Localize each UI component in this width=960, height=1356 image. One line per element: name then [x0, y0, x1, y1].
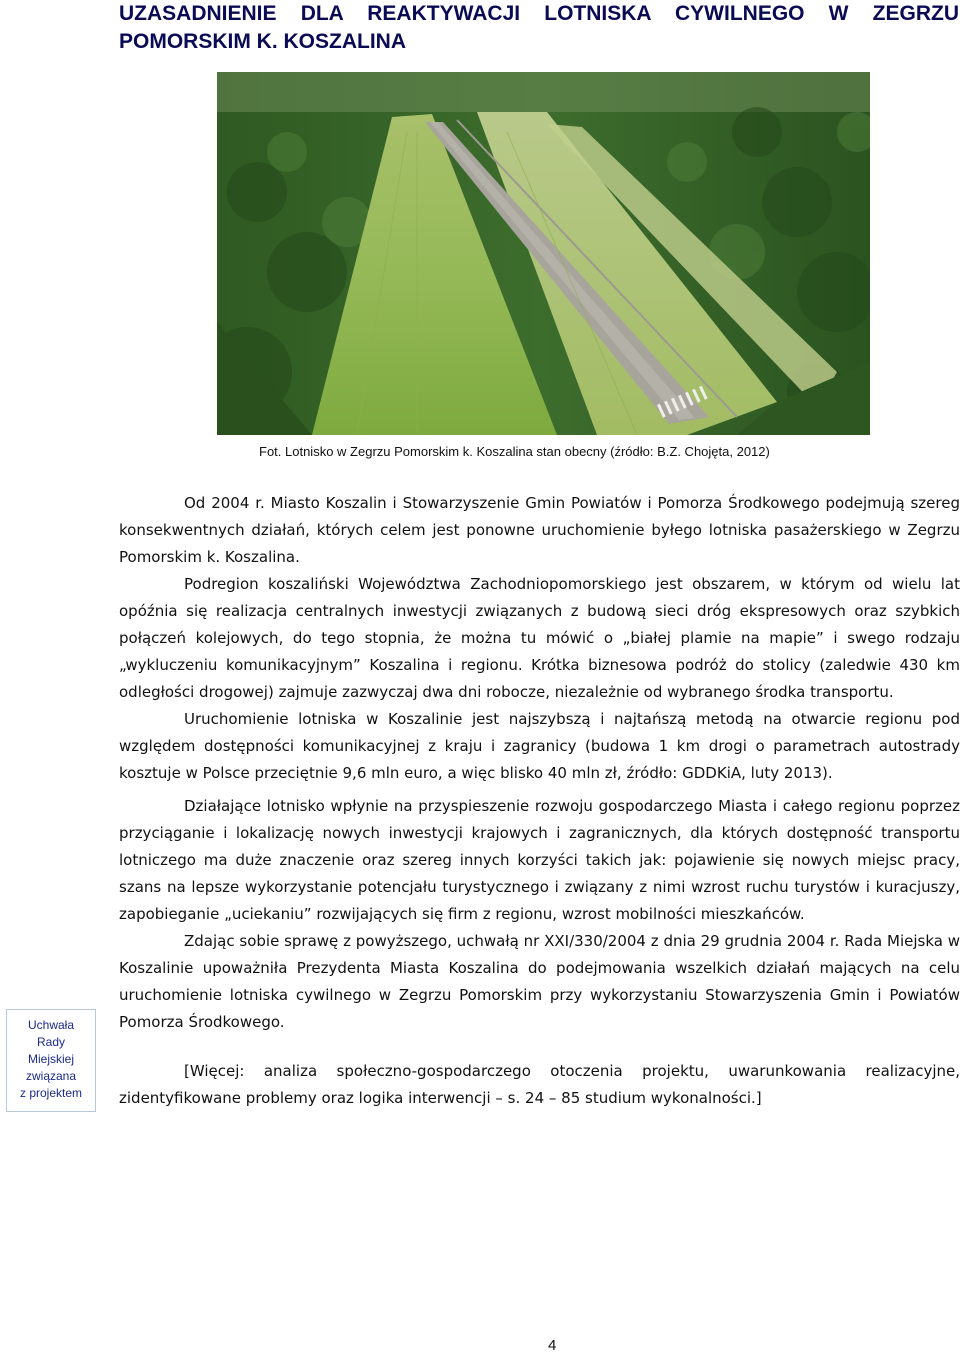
aerial-airfield-photo: [217, 72, 870, 435]
margin-note-line: Miejskiej: [27, 1052, 74, 1066]
paragraph-2: Podregion koszaliński Województwa Zachodniopomorskiego jest obszarem, w którym od wielu lat opóźnia się realizacja centralnych inwestycji związanych z budową sieci dróg ekspresowych oraz szybkich połączeń kolejowych, do tego stopnia, że można tu mówić o „białej plamie na mapie” i swego rodzaju „wykluczeniu komunikacyjnym” Koszalina i regionu. Krótka biznesowa podróż do stolicy (zaledwie 430 km odległości drogowej) zajmuje zazwyczaj dwa dni robocze, niezależnie od wybranego środka transportu.: [119, 575, 960, 701]
paragraph-4: Działające lotnisko wpłynie na przyspieszenie rozwoju gospodarczego Miasta i całego regionu poprzez przyciąganie i lokalizację nowych inwestycji krajowych i zagranicznych, dla których dostępność transportu lotniczego ma duże znaczenie oraz szereg innych korzyści takich jak: pojawienie się nowych miejsc pracy, szans na lepsze wykorzystanie potencjału turystycznego i związany z nimi wzrost ruchu turystów i kuracjuszy, zapobieganie „uciekaniu” rozwijających się firm z regionu, wzrost mobilności mieszkańców.: [119, 797, 960, 923]
margin-note-line: związana: [25, 1069, 77, 1083]
paragraph-1: Od 2004 r. Miasto Koszalin i Stowarzyszenie Gmin Powiatów i Pomorza Środkowego podejmują szereg konsekwentnych działań, których celem jest ponowne uruchomienie byłego lotniska pasażerskiego w Zegrzu Pomorskim k. Koszalina.: [119, 494, 960, 566]
margin-note-line: z projektem: [19, 1086, 83, 1100]
paragraph-5: Zdając sobie sprawę z powyższego, uchwałą nr XXI/330/2004 z dnia 29 grudnia 2004 r. Rada Miejska w Koszalinie upoważniła Prezydenta Miasta Koszalina do podejmowania wszelkich działań mających na celu uruchomienie lotniska cywilnego w Zegrzu Pomorskim przy wykorzystaniu Stowarzyszenia Gmin i Powiatów Pomorza Środkowego.: [119, 932, 960, 1031]
margin-note-line: Uchwała: [27, 1018, 75, 1032]
document-body: [119, 490, 960, 1112]
margin-note-line: Rady: [36, 1035, 65, 1049]
aerial-airfield-image: [217, 72, 870, 435]
photo-caption: Fot. Lotnisko w Zegrzu Pomorskim k. Koszalina stan obecny (źródło: B.Z. Chojęta, 2012): [259, 444, 770, 459]
margin-note-box: [6, 1009, 96, 1112]
page-number: 4: [548, 1337, 557, 1354]
document-heading: UZASADNIENIE DLA REAKTYWACJI LOTNISKA CYWILNEGO W ZEGRZU POMORSKIM K. KOSZALINA: [119, 2, 959, 53]
paragraph-more-info: [Więcej: analiza społeczno-gospodarczego otoczenia projektu, uwarunkowania realizacyjne, zidentyfikowane problemy oraz logika interwencji – s. 24 – 85 studium wykonalności.]: [119, 1062, 960, 1107]
paragraph-3: Uruchomienie lotniska w Koszalinie jest najszybszą i najtańszą metodą na otwarcie regionu pod względem dostępności komunikacyjnej z kraju i zagranicy (budowa 1 km drogi o parametrach autostrady kosztuje w Polsce przeciętnie 9,6 mln euro, a więc blisko 40 mln zł, źródło: GDDKiA, luty 2013).: [119, 710, 960, 782]
